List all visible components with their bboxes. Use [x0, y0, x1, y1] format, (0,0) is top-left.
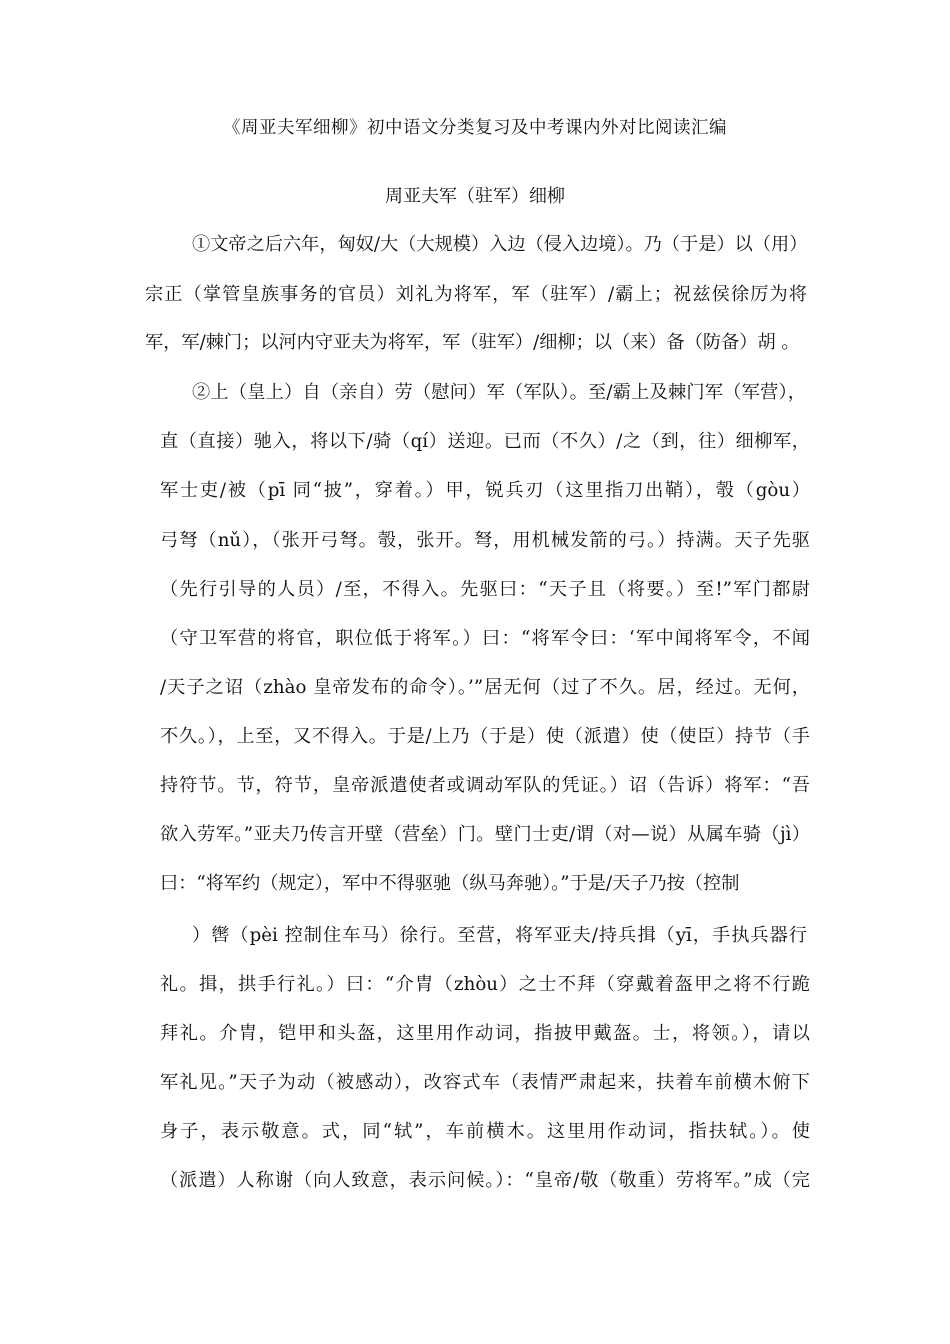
text-line: （守卫军营的将官，职位低于将军。）曰：“将军令曰：‘军中闻将军令，不闻	[160, 628, 810, 649]
text-line: （派遣）人称谢（向人致意，表示问候。）：“皇帝/敬（敬重）劳将军。”成（完	[160, 1170, 810, 1191]
text-line: 直（直接）驰入，将以下/骑（qí）送迎。已而（不久）/之（到，往）细柳军，	[160, 431, 810, 452]
text-line: /天子之诏（zhào 皇帝发布的命令）。’”居无何（过了不久。居，经过。无何，	[160, 677, 810, 698]
text-line: 军礼见。”天子为动（被感动），改容式车（表情严肃起来，扶着车前横木俯下	[160, 1072, 810, 1093]
text-line: 曰：“将军约（规定），军中不得驱驰（纵马奔驰）。”于是/天子乃按（控制	[160, 873, 740, 894]
text-line: 礼。揖，拱手行礼。）曰：“介胄（zhòu）之士不拜（穿戴着盔甲之将不行跪	[160, 974, 810, 995]
text-line: （先行引导的人员）/至，不得入。先驱曰：“天子且（将要。）至!”军门都尉	[160, 579, 810, 600]
document-title: 《周亚夫军细柳》初中语文分类复习及中考课内外对比阅读汇编	[223, 118, 727, 138]
text-line: ②上（皇上）自（亲自）劳（慰问）军（军队）。至/霸上及棘门军（军营），	[192, 382, 806, 403]
text-line: 身子，表示敬意。式，同“轼”，车前横木。这里用作动词，指扶轼。）。使	[160, 1121, 810, 1142]
text-line: 拜礼。介胄，铠甲和头盔，这里用作动词，指披甲戴盔。士，将领。），请以	[160, 1023, 810, 1044]
text-line: ①文帝之后六年，匈奴/大（大规模）入边（侵入边境）。乃（于是）以（用）	[192, 234, 808, 255]
text-line: 不久。），上至，又不得入。于是/上乃（于是）使（派遣）使（使臣）持节（手	[160, 726, 810, 747]
text-line: 军士吏/被（pī 同“披”，穿着。）甲，锐兵刃（这里指刀出鞘），彀（gòu）	[160, 480, 810, 501]
text-line: 欲入劳军。”亚夫乃传言开壁（营垒）门。壁门士吏/谓（对—说）从属车骑（jì）	[160, 824, 810, 845]
text-line: 弓弩（nǔ），（张开弓弩。彀，张开。弩，用机械发箭的弓。）持满。天子先驱	[160, 530, 810, 551]
text-line: 持符节。节，符节，皇帝派遣使者或调动军队的凭证。）诏（告诉）将军：“吾	[160, 775, 810, 796]
text-line: ）辔（pèi 控制住车马）徐行。至营，将军亚夫/持兵揖（yī，手执兵器行	[192, 925, 807, 946]
section-title: 周亚夫军（驻军）细柳	[385, 186, 565, 207]
text-line: 军，军/棘门；以河内守亚夫为将军，军（驻军）/细柳；以（来）备（防备）胡 。	[145, 332, 800, 353]
text-line: 宗正（掌管皇族事务的官员）刘礼为将军，军（驻军）/霸上；祝兹侯徐厉为将	[145, 284, 807, 305]
